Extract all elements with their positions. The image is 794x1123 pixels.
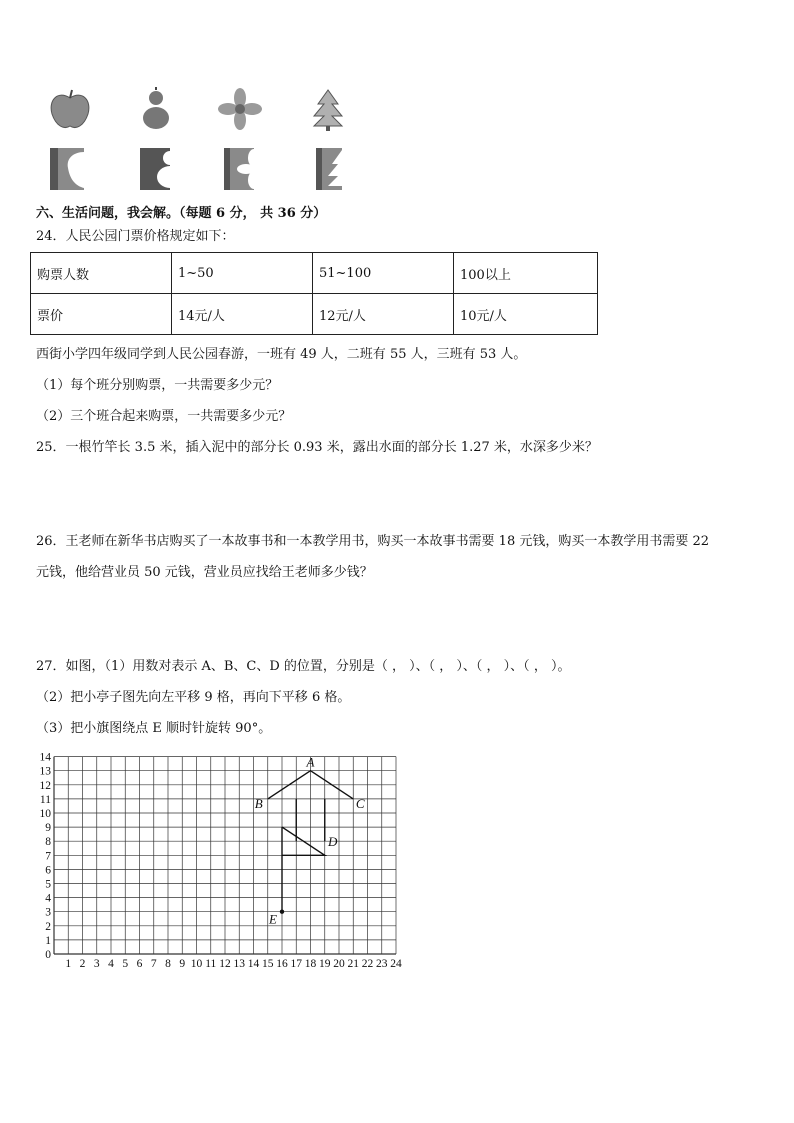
x-tick-label: 23: [376, 958, 388, 970]
y-tick-label: 6: [45, 864, 51, 877]
table-cell: 购票人数: [31, 253, 172, 294]
half-gourd-icon: [130, 146, 182, 192]
x-tick-label: 10: [190, 958, 203, 970]
price-table: [30, 252, 598, 335]
x-tick-label: 21: [347, 958, 359, 970]
point-label-c: C: [355, 795, 365, 811]
q27-line3: （3）把小旗图绕点 E 顺时针旋转 90°。: [36, 721, 272, 736]
y-tick-label: 5: [45, 878, 51, 891]
x-tick-label: 4: [108, 958, 114, 970]
table-cell: 51~100: [313, 253, 454, 294]
point-label-d: D: [328, 834, 338, 850]
table-cell: 14元/人: [172, 294, 313, 335]
q27-line2: （2）把小亭子图先向左平移 9 格，再向下平移 6 格。: [36, 690, 351, 705]
x-tick-label: 6: [136, 958, 143, 970]
table-row: [31, 294, 598, 335]
y-tick-label: 2: [45, 920, 51, 933]
section-title: 六、生活问题，我会解。（每题 6 分， 共 36 分）: [36, 206, 327, 221]
half-tree-icon: [302, 146, 354, 192]
x-tick-label: 15: [262, 958, 274, 970]
q24-sub1: （1）每个班分别购票，一共需要多少元？: [36, 378, 279, 393]
y-tick-label: 12: [39, 779, 51, 792]
gourd-icon: [130, 86, 182, 132]
table-cell: 100以上: [454, 253, 598, 294]
y-tick-label: 3: [45, 906, 51, 919]
q25-text: 25．一根竹竿长 3.5 米，插入泥中的部分长 0.93 米，露出水面的部分长 1.27 米，水深多少米？: [36, 440, 598, 455]
point-label-e: E: [269, 911, 277, 927]
coordinate-grid: [30, 746, 410, 972]
q24-sub2: （2）三个班合起来购票，一共需要多少元？: [36, 409, 292, 424]
x-tick-label: 11: [205, 958, 217, 970]
q24-title: 24．人民公园门票价格规定如下：: [36, 229, 235, 244]
x-tick-label: 7: [150, 958, 157, 970]
point-e-dot: [280, 910, 284, 914]
y-tick-label: 4: [45, 892, 51, 905]
x-tick-label: 5: [122, 958, 129, 970]
y-tick-label: 13: [39, 765, 51, 778]
y-tick-label: 1: [45, 934, 51, 947]
y-tick-label: 11: [39, 793, 51, 806]
x-tick-label: 2: [79, 958, 86, 970]
x-tick-label: 14: [247, 958, 260, 970]
q27-line1: 27．如图，（1）用数对表示 A、B、C、D 的位置，分别是（ ， ）、（ ， ）、（ ， ）、（ ， ）。: [36, 659, 571, 674]
x-tick-label: 9: [179, 958, 186, 970]
x-tick-label: 3: [93, 958, 100, 970]
apple-icon: [44, 86, 96, 132]
table-cell: 票价: [31, 294, 172, 335]
y-tick-label: 14: [39, 751, 51, 764]
x-tick-label: 13: [233, 958, 245, 970]
point-label-b: B: [254, 795, 263, 811]
q26-line2: 元钱，他给营业员 50 元钱，营业员应找给王老师多少钱？: [36, 565, 373, 580]
tree-icon: [302, 86, 354, 132]
x-tick-label: 18: [304, 958, 317, 970]
x-tick-label: 17: [290, 958, 302, 970]
x-tick-label: 24: [390, 958, 402, 970]
table-cell: 1~50: [172, 253, 313, 294]
x-tick-label: 19: [319, 958, 331, 970]
x-tick-label: 12: [219, 958, 231, 970]
table-row: [31, 253, 598, 294]
y-tick-label: 7: [45, 850, 51, 863]
half-flower-icon: [214, 146, 266, 192]
y-tick-label: 9: [45, 822, 51, 835]
x-tick-label: 1: [65, 958, 72, 970]
x-tick-label: 16: [276, 958, 288, 970]
half-apple-icon: [44, 146, 96, 192]
table-cell: 10元/人: [454, 294, 598, 335]
q26-line1: 26．王老师在新华书店购买了一本故事书和一本教学用书，购买一本故事书需要 18 元钱，购买一本教学用书需要 22: [36, 534, 710, 549]
point-label-a: A: [306, 754, 315, 770]
y-tick-label: 10: [39, 808, 51, 820]
table-cell: 12元/人: [313, 294, 454, 335]
x-tick-label: 8: [165, 958, 171, 970]
q24-text: 西街小学四年级同学到人民公园春游，一班有 49 人，二班有 55 人，三班有 53 人。: [36, 347, 527, 362]
y-tick-label: 8: [45, 836, 51, 849]
y-tick-label: 0: [45, 949, 51, 961]
x-tick-label: 20: [333, 958, 345, 970]
flower-icon: [214, 86, 266, 132]
x-tick-label: 22: [361, 958, 374, 970]
